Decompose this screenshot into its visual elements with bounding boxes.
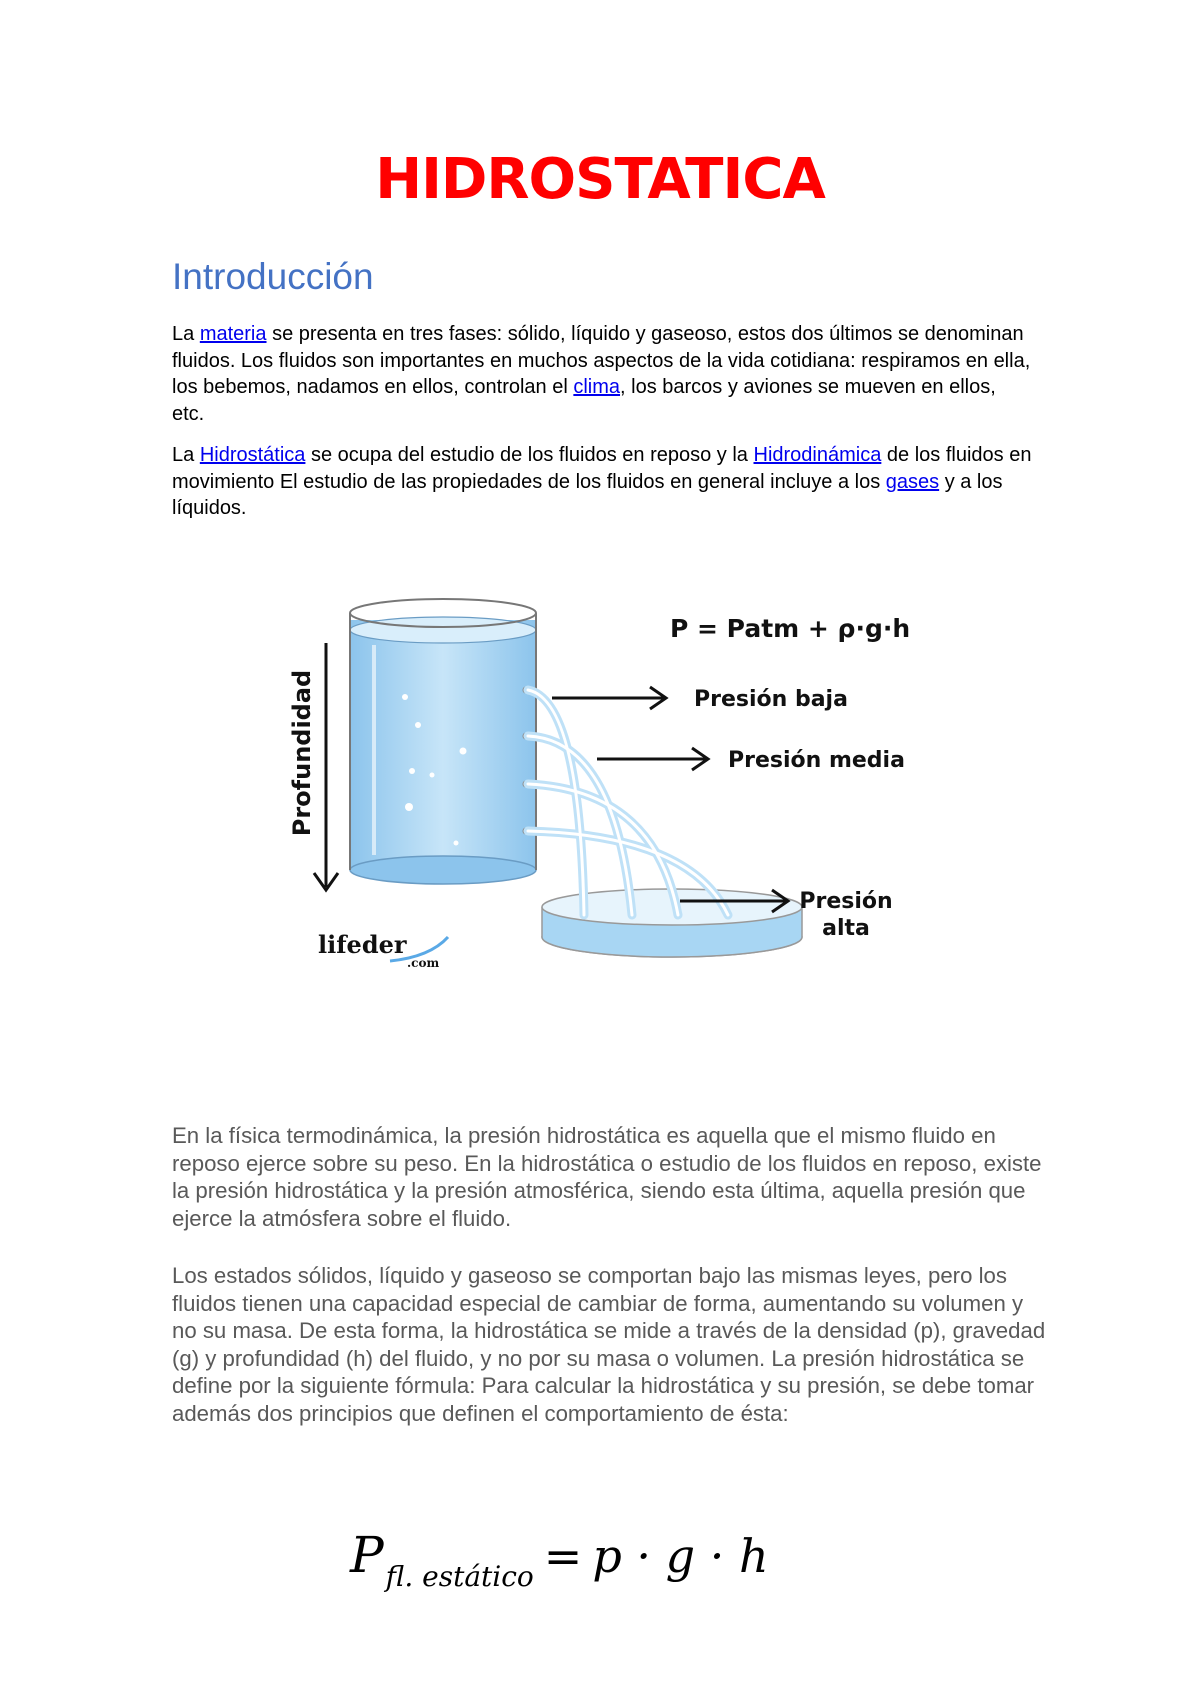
- logo-suffix: .com: [407, 956, 440, 970]
- logo-text: lifeder: [318, 930, 407, 959]
- depth-label: Profundidad: [288, 669, 316, 837]
- link-materia[interactable]: materia: [199, 323, 267, 345]
- figure-formula: P = Patm + ρ·g·h: [670, 614, 911, 643]
- section-heading: Introducción: [172, 256, 374, 297]
- pressure-figure: [270, 585, 930, 985]
- label-high-pressure-1: Presión: [799, 889, 893, 914]
- link-clima[interactable]: clima: [573, 376, 621, 399]
- lifeder-logo: [318, 930, 448, 970]
- text: La: [172, 323, 200, 345]
- text: se ocupa del estudio de los fluidos en reposo y la: [305, 444, 754, 466]
- hydrostatic-formula: [350, 1526, 769, 1593]
- body-paragraph-2: Los estados sólidos, líquido y gaseoso se comportan bajo las mismas leyes, pero los fluidos tienen una capacidad especial de cambiar de forma, aumentando su volumen y no su masa. De esta forma, la hidrostática se mide a través de la densidad (p), gravedad (g) y profundidad (h) del fluido, y no por su masa o volumen. La presión hidrostática se define por la siguiente fórmula: Para calcular la hidrostática y su presión, se debe tomar además dos principios que definen el comportamiento de ésta:: [172, 1263, 1046, 1426]
- water-jets: [528, 690, 728, 915]
- label-high-pressure-2: alta: [822, 916, 870, 941]
- formula-lhs: P: [350, 1526, 384, 1584]
- label-low-pressure: Presión baja: [694, 687, 848, 712]
- text: La: [172, 444, 200, 466]
- formula-subscript: fl. estático: [385, 1560, 534, 1593]
- text: y a los líquidos.: [172, 470, 1003, 520]
- text: de los fluidos en movimiento El estudio de las propiedades de los fluidos en general incluye a los: [172, 444, 1032, 493]
- intro-paragraph-1: [172, 321, 1032, 428]
- formula-equals: =: [543, 1529, 583, 1583]
- body-paragraph-1: En la física termodinámica, la presión hidrostática es aquella que el mismo fluido en reposo ejerce sobre su peso. En la hidrostática o estudio de los fluidos en reposo, existe la presión hidrostática y la presión atmosférica, siendo esta última, aquella presión que ejerce la atmósfera sobre el fluido.: [172, 1123, 1042, 1231]
- link-hidrodinamica[interactable]: Hidrodinámica: [753, 444, 882, 466]
- formula-rhs: p · g · h: [592, 1529, 769, 1583]
- text: , los barcos y aviones se mueven en ellos, etc.: [172, 376, 996, 426]
- label-mid-pressure: Presión media: [728, 748, 905, 773]
- link-hidrostatica[interactable]: Hidrostática: [199, 444, 306, 466]
- text: se presenta en tres fases: sólido, líquido y gaseoso, estos dos últimos se denominan fluidos. Los fluidos son importantes en muchos aspectos de la vida cotidiana: respiramos en ella, los bebemos, nadamos en ellos, controlan el: [172, 323, 1031, 399]
- depth-arrow: [314, 643, 338, 890]
- intro-paragraph-2: [172, 442, 1032, 522]
- link-gases[interactable]: gases: [885, 470, 940, 493]
- water-cylinder: [350, 599, 536, 884]
- page-title: HIDROSTATICA: [375, 147, 825, 212]
